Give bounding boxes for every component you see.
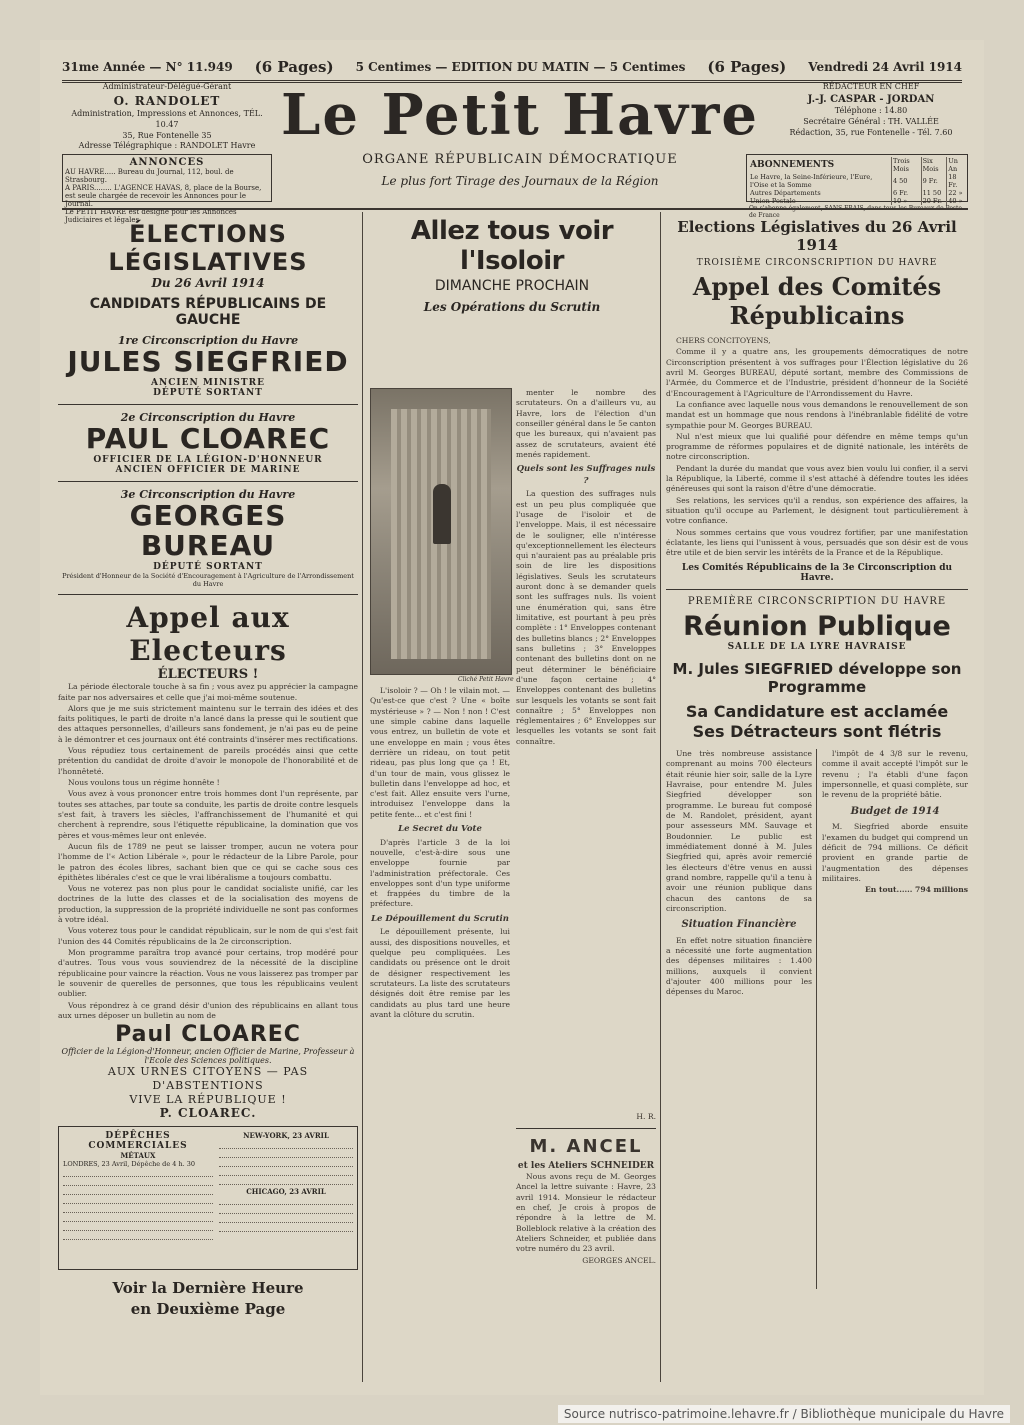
table-row — [219, 1160, 353, 1167]
voir-line2: en Deuxième Page — [130, 1299, 286, 1318]
candidate-title: DÉPUTÉ SORTANT — [153, 387, 263, 398]
redaction-role: RÉDACTEUR EN CHEF — [822, 82, 920, 91]
detracteurs-heading: Ses Détracteurs sont flétris — [692, 722, 942, 742]
slogan: VIVE LA RÉPUBLIQUE ! — [129, 1092, 287, 1106]
paragraph: Ses relations, les services qu'il a rendus, son expérience des affaires, la situation qu'il occupe au Parlement, le désignent tout particulièrement à votre confiance. — [666, 495, 968, 526]
abonnements-box — [746, 154, 968, 219]
admin-telegraph: Adresse Télégraphique : RANDOLET Havre — [78, 141, 256, 151]
redaction-secretary: Secrétaire Général : TH. VALLÉE — [803, 117, 939, 127]
paragraph: Alors que je me suis strictement maintenu sur le terrain des idées et des faits politiques, le parti de droite n'a lancé dans la presse qui le soutient que des attaques personnelles, d'ailleurs sans fondement, je n'ai pas eu de peine à le démontrer et ces journaux ont été contraints d'insérer mes rectifications. — [58, 703, 358, 744]
reunion-columns — [666, 749, 968, 1309]
paragraph: Pendant la durée du mandat que vous avez bien voulu lui confier, il a servi la République, la Liberté, comme il s'est attaché à défendre toutes les idées généreuses qui sont la raison d'être d'une démocratie. — [666, 463, 968, 494]
candidate-name: GEORGES BUREAU — [129, 498, 287, 563]
column-divider — [362, 212, 363, 1382]
paragraph: Vous ne voterez pas non plus pour le candidat socialiste unifié, car les doctrines de la lutte des classes et de la socialisation des moyens de production, la suppression de la propriété individuelle ne sont pas conformes à votre idéal. — [58, 884, 358, 925]
paragraph: M. Siegfried aborde ensuite l'examen du budget qui comprend un déficit de 794 millions. Ce déficit provient en grande partie de l'augmentation des dépenses militaires. — [822, 822, 968, 883]
abo-cell: 18 Fr. — [947, 173, 965, 189]
abonnements-table — [749, 157, 965, 205]
abo-col-header: Un An — [947, 157, 965, 173]
abo-row-label: Union Postale — [750, 197, 796, 205]
candidate-name: PAUL CLOAREC — [85, 421, 331, 455]
comites-heading: Appel des Comités Républicains — [692, 272, 942, 330]
table-row — [63, 1224, 213, 1231]
candidate-title: Président d'Honneur de la Société d'Encouragement à l'Agriculture de l'Arrondissement du Havre — [62, 572, 354, 589]
ancel-article — [516, 1112, 656, 1266]
reunion-text-right — [822, 749, 968, 895]
table-row — [63, 1233, 213, 1240]
subheading: Le Secret du Vote — [398, 824, 482, 835]
abo-row-label: Le Havre, la Seine-Inférieure, l'Eure, l'Oise et la Somme — [750, 173, 873, 189]
table-row — [219, 1207, 353, 1214]
circonscription-label: 3e Circonscription du Havre — [120, 487, 296, 501]
comites-signature: Les Comités Républicains de la 3e Circonscription du Havre. — [681, 562, 953, 583]
column-bureau — [666, 212, 968, 1309]
table-row — [63, 1215, 213, 1222]
paragraph: Nous sommes certains que vous voudrez fortifier, par une manifestation éclatante, les liens qui l'unissent à vous, persuadés que son désir est de vous être utile et de bien servir les intérêts de la France et de la République. — [666, 527, 968, 558]
paragraph: l'impôt de 4 3/8 sur le revenu, comme il avait accepté l'impôt sur le revenu ; l'a établi d'une façon impersonnelle, et quasi complète, sur le revenu de la propriété bâtie. — [822, 749, 968, 800]
isoloir-text-left — [370, 686, 510, 1021]
paragraph: L'isoloir ? — Oh ! le vilain mot. — Qu'est-ce que c'est ? Une « boîte mystérieuse » ? — Non ! non ! C'est une simple cabine dans laquelle vous entrez, un bulletin de vote et une enveloppe en main ; vous êtes derrière un rideau, on tout petit rideau, pas plus long que ça ! Et, d'un tour de main, vous glissez le bulletin dans l'enveloppe ad hoc, et c'est fait. Allez ensuite vers l'urne, introduisez l'enveloppe dans la petite fente... et c'est fini ! — [370, 686, 510, 819]
acclamee-heading: Sa Candidature est acclamée — [685, 701, 949, 721]
paragraph: La confiance avec laquelle nous vous demandons le renouvellement de son mandat est un hommage que nous rendons à l'inébranlable fidélité de votre sympathie pour M. Georges BUREAU. — [666, 399, 968, 430]
subheading: Situation Financière — [681, 919, 797, 931]
paragraph: Une très nombreuse assistance comprenant au moins 700 électeurs était réunie hier soir, salle de la Lyre Havraise, pour entendre M. Jules Siegfried développer son programme. Le bureau fut composé de M. Randolet, président, ayant pour assesseurs MM. Sauvage et Boudonnier. Le public est immédiatement donné à M. Jules Siegfried qui, après avoir remercié les électeurs d'être venus en aussi grand nombre, rappelle qu'il a tenu à avoir une réunion publique dans chacun des cantons de sa circonscription. — [666, 749, 812, 913]
abo-cell: 22 » — [947, 189, 965, 197]
newspaper-page — [40, 40, 984, 1395]
isoloir-heading: Allez tous voir l'Isoloir — [410, 216, 614, 276]
abo-cell: 9 Fr. — [921, 173, 947, 189]
reunion-heading: Réunion Publique — [683, 610, 951, 642]
paragraph: La question des suffrages nuls est un peu plus compliquée que l'usage de l'isoloir et de l'enveloppe. Mais, il est nécessaire de le souligner, elle n'intéresse qu'exceptionnellement les électeurs qui n'auraient pas au préalable pris soin de lire les dispositions législatives. Seuls les scrutateurs auront donc à se demander quels sont les suffrages nuls. Ils voient une énumération qui, sans être limitative, est pourtant à peu près complète : 1° Enveloppes contenant des bulletins blancs ; 2° Enveloppes sans bulletins ; 3° Enveloppes contenant des bulletins dont on ne peut déterminer le bénéficiaire d'une façon certaine ; 4° Enveloppes contenant des bulletins sur lesquels les votants se sont fait connaître ; 5° Enveloppes non réglementaires ; 6° Enveloppes sur lesquelles les votants se sont fait connaître. — [516, 489, 656, 746]
depeches-chicago: CHICAGO, 23 AVRIL — [246, 1187, 326, 1197]
elections-date: Du 26 Avril 1914 — [151, 276, 265, 290]
divider — [58, 594, 358, 595]
redaction-address: Rédaction, 35, rue Fontenelle - Tél. 7.60 — [789, 127, 953, 137]
depeches-title: DÉPÊCHES COMMERCIALES — [88, 1131, 188, 1152]
circonscription-label: PREMIÈRE CIRCONSCRIPTION DU HAVRE — [687, 595, 947, 607]
paragraph: Nous avons reçu de M. Georges Ancel la lettre suivante : Havre, 23 avril 1914. Monsieur le rédacteur en chef, Je crois à propos de répondre à la lettre de M. Bolleblock relative à la création des Ateliers Schneider, et publiée dans votre numéro du 23 avril. — [516, 1172, 656, 1254]
abo-col-header: Six Mois — [921, 157, 947, 173]
paragraph: D'après l'article 3 de la loi nouvelle, c'est-à-dire sous une enveloppe fournie par l'administration préfectorale. Ces enveloppes sont d'un type uniforme et frappées du timbre de la préfecture. — [370, 837, 510, 909]
abo-cell: 20 Fr. — [921, 197, 947, 205]
paragraph: menter le nombre des scrutateurs. On a d'ailleurs vu, au Havre, lors de l'élection d'un conseiller général dans le 5e canton que les bureaux, qui n'avaient pas assez de scrutateurs, avaient été menés rapidement. — [516, 388, 656, 459]
operations-heading: Les Opérations du Scrutin — [423, 300, 601, 314]
annonces-note: Le PETIT HAVRE est désigné pour les Annonces Judiciaires et légales — [65, 208, 237, 224]
depeches-metaux: MÉTAUX — [120, 1151, 156, 1161]
paragraph: Vous répudiez tous certainement de pareils procédés ainsi que cette prétention du candidat de droite d'avoir le monopole de l'honorabilité et de l'honnêteté. — [58, 746, 358, 776]
admin-line1: Administration, Impressions et Annonces, TÉL. 10.47 — [71, 108, 263, 129]
ancel-heading: M. ANCEL — [529, 1136, 643, 1158]
annonces-paris: A PARIS........ L'AGENCE HAVAS, 8, place de la Bourse, est seule chargée de recevoir les Annonces pour le Journal. — [65, 184, 262, 208]
divider — [666, 589, 968, 590]
abo-cell: 6 Fr. — [891, 189, 921, 197]
paragraph: Vous voterez tous pour le candidat républicain, sur le nom de qui s'est fait l'union des 44 Comités républicains de la 2e circonscription. — [58, 926, 358, 946]
salutation: CHERS CONCITOYENS, — [676, 336, 771, 345]
appel-text — [58, 682, 358, 1021]
abo-cell: 10 » — [891, 197, 921, 205]
paragraph: Mon programme paraîtra trop avancé pour certains, trop modéré pour d'autres. Tous vous vous souviendrez de la nécessité de la discipline républicaine pour vaincre la réaction. Vous ne vous laisserez pas tromper par le souvenir de querelles de personnes, que tous les républicains veulent oublier. — [58, 948, 358, 999]
abo-col-header: Trois Mois — [891, 157, 921, 173]
voir-derniere-heure — [58, 1278, 358, 1319]
signature-name: Paul CLOAREC — [115, 1022, 301, 1048]
subheading: Budget de 1914 — [850, 805, 940, 817]
elections-heading: Elections Législatives du 26 Avril 1914 — [677, 218, 957, 254]
paragraph: Vous répondrez à ce grand désir d'union des républicains en allant tous aux urnes déposer un bulletin au nom de — [58, 1000, 358, 1020]
photo-credit: Cliché Petit Havre — [458, 676, 514, 683]
newspaper-subtitle: ORGANE RÉPUBLICAIN DÉMOCRATIQUE — [362, 152, 678, 167]
admin-block — [62, 82, 272, 152]
table-row — [219, 1178, 353, 1185]
issue-number: 31me Année — N° 11.949 — [62, 60, 233, 74]
admin-role: Administrateur-Délégué-Gérant — [102, 82, 232, 91]
table-row — [63, 1197, 213, 1204]
candidate-title: OFFICIER DE LA LÉGION-D'HONNEUR — [93, 454, 323, 465]
depeches-box — [58, 1126, 358, 1270]
table-row — [219, 1225, 353, 1232]
elections-heading: ÉLECTIONS LÉGISLATIVES — [108, 220, 308, 276]
abo-cell: 4 50 — [891, 173, 921, 189]
article-signature: H. R. — [636, 1112, 656, 1121]
abo-cell: 11 50 — [921, 189, 947, 197]
candidate-name: JULES SIEGFRIED — [67, 345, 349, 378]
table-row — [63, 1179, 213, 1186]
voter-figure-image — [433, 484, 451, 544]
table-row — [219, 1151, 353, 1158]
table-row — [219, 1142, 353, 1149]
divider — [516, 1128, 656, 1129]
table-row — [219, 1216, 353, 1223]
paragraph: Nous voulons tous un régime honnête ! — [68, 778, 220, 787]
isoloir-text-right — [516, 388, 656, 748]
edition-price: 5 Centimes — EDITION DU MATIN — 5 Centimes — [355, 60, 686, 74]
depeches-right — [219, 1131, 353, 1234]
annonces-box — [62, 154, 272, 224]
table-row — [63, 1170, 213, 1177]
abo-row-label: Autres Départements — [750, 189, 821, 197]
ancel-subheading: et les Ateliers SCHNEIDER — [517, 1160, 655, 1171]
siegfried-heading: M. Jules SIEGFRIED développe son Programme — [672, 659, 962, 696]
depeches-newyork: NEW-YORK, 23 AVRIL — [243, 1131, 329, 1141]
issue-date: Vendredi 24 Avril 1914 — [808, 60, 962, 74]
column-isoloir — [368, 212, 656, 1382]
table-row — [63, 1206, 213, 1213]
masthead-rule — [62, 208, 968, 210]
pages-left: (6 Pages) — [254, 58, 334, 76]
redaction-block — [776, 82, 966, 139]
abo-cell: 40 » — [947, 197, 965, 205]
admin-name: O. RANDOLET — [113, 93, 221, 108]
candidate-title: ANCIEN OFFICIER DE MARINE — [115, 464, 301, 475]
masthead-top-line — [62, 54, 962, 83]
redaction-name: J.-J. CASPAR - JORDAN — [807, 93, 935, 105]
annonces-havre: AU HAVRE..... Bureau du Journal, 112, boul. de Strasbourg. — [65, 168, 234, 184]
divider — [58, 481, 358, 482]
circonscription-label: 2e Circonscription du Havre — [120, 410, 296, 424]
divider — [58, 404, 358, 405]
admin-line2: 35, Rue Fontenelle 35 — [122, 130, 212, 140]
paragraph: En effet notre situation financière a nécessité une forte augmentation des dépenses militaires : 1.400 millions, auxquels il convient d'ajouter 400 millions pour les dépenses du Maroc. — [666, 935, 812, 997]
circonscription-label: 1re Circonscription du Havre — [117, 334, 299, 347]
signature: P. CLOAREC. — [159, 1106, 257, 1121]
newspaper-tagline: Le plus fort Tirage des Journaux de la Région — [381, 174, 659, 188]
paragraph: Aucun fils de 1789 ne peut se laisser tromper, aucun ne votera pour l'homme de l'« Action Libérale », pour le rédacteur de la Libre Parole, pour le patron des écoles libres, sachant bien que ce qui se cache sous ces épithètes libérales c'est ce que le vrai libéralisme a toujours combattu. — [58, 841, 358, 882]
subheading: Quels sont les Suffrages nuls ? — [516, 464, 656, 486]
paragraph: Le dépouillement présente, lui aussi, des dispositions nouvelles, et quelque peu compliquées. Les candidats ou présence ont le droit de désigner respectivement les scrutateurs. La liste des scrutateurs désignés doit être remise par les candidats au plus tard une heure avant la clôture du scrutin. — [370, 927, 510, 1019]
isoloir-photo — [370, 388, 512, 675]
newspaper-title: Le Petit Havre — [280, 82, 760, 148]
column-divider — [816, 749, 817, 1289]
voir-line1: Voir la Dernière Heure — [112, 1279, 304, 1298]
slogan: AUX URNES CITOYENS — PAS D'ABSTENTIONS — [107, 1065, 309, 1092]
abonnements-title: ABONNEMENTS — [750, 160, 835, 170]
candidate-title: DÉPUTÉ SORTANT — [153, 562, 263, 573]
signature-title: Officier de la Légion-d'Honneur, ancien Officier de Marine, Professeur à l'Ecole des Sciences politiques. — [61, 1047, 355, 1066]
budget-total: En tout...... 794 millions — [865, 885, 968, 895]
annonces-title: ANNONCES — [129, 157, 205, 168]
electeurs-heading: ÉLECTEURS ! — [157, 667, 259, 683]
dimanche-heading: DIMANCHE PROCHAIN — [434, 278, 590, 294]
candidates-heading: CANDIDATS RÉPUBLICAINS DE GAUCHE — [89, 296, 327, 328]
table-row — [219, 1169, 353, 1176]
table-row — [63, 1188, 213, 1195]
paragraph: Comme il y a quatre ans, les groupements démocratiques de notre Circonscription présentent à vos suffrages pour l'Élection législative du 26 avril M. Georges BUREAU, député sortant, membre des Commissions de l'Armée, du Commerce et de l'Industrie, président d'honneur de la Société d'Encouragement à l'Agriculture de l'Arrondissement du Havre. — [666, 347, 968, 398]
subheading: Le Dépouillement du Scrutin — [371, 913, 509, 924]
depeches-londres: LONDRES, 23 Avril, Dépêche de 4 h. 30 — [63, 1160, 196, 1169]
pages-right: (6 Pages) — [707, 58, 787, 76]
candidate-title: ANCIEN MINISTRE — [151, 377, 265, 388]
paragraph: Vous avez à vous prononcer entre trois hommes dont l'un représente, par toutes ses attaches, par toute sa conduite, les partis de droite contre lesquels s'est fait, à travers les siècles, l'affranchissement de l'humanité et qui cherchent à reprendre, sous l'étiquette républicaine, la domination que vos pères et vous-mêmes leur ont enlevée. — [58, 789, 358, 840]
redaction-tel: Téléphone : 14.80 — [834, 106, 908, 116]
article-signature: GEORGES ANCEL. — [582, 1255, 656, 1265]
salle-heading: SALLE DE LA LYRE HAVRAISE — [727, 641, 907, 652]
column-candidates — [58, 212, 358, 1319]
column-divider — [660, 212, 661, 1382]
table-row — [219, 1198, 353, 1205]
reunion-text-left — [666, 749, 812, 998]
source-caption: Source nutrisco-patrimoine.lehavre.fr / Bibliothèque municipale du Havre — [558, 1405, 1010, 1423]
appel-heading: Appel aux Electeurs — [126, 601, 290, 668]
comites-text — [666, 336, 968, 559]
paragraph: Nul n'est mieux que lui qualifié pour défendre en même temps qu'un programme de réformes populaires et de dignité nationale, les intérêts de notre circonscription. — [666, 431, 968, 462]
paragraph: La période électorale touche à sa fin ; vous avez pu apprécier la campagne faite par nos adversaires et celle que j'ai moi-même soutenue. — [58, 682, 358, 702]
circonscription-label: TROISIÈME CIRCONSCRIPTION DU HAVRE — [696, 258, 938, 268]
abonnements-note: On s'abonne également, SANS FRAIS, dans tous les Bureaux de Poste de France — [749, 205, 962, 219]
depeches-left — [63, 1131, 213, 1242]
